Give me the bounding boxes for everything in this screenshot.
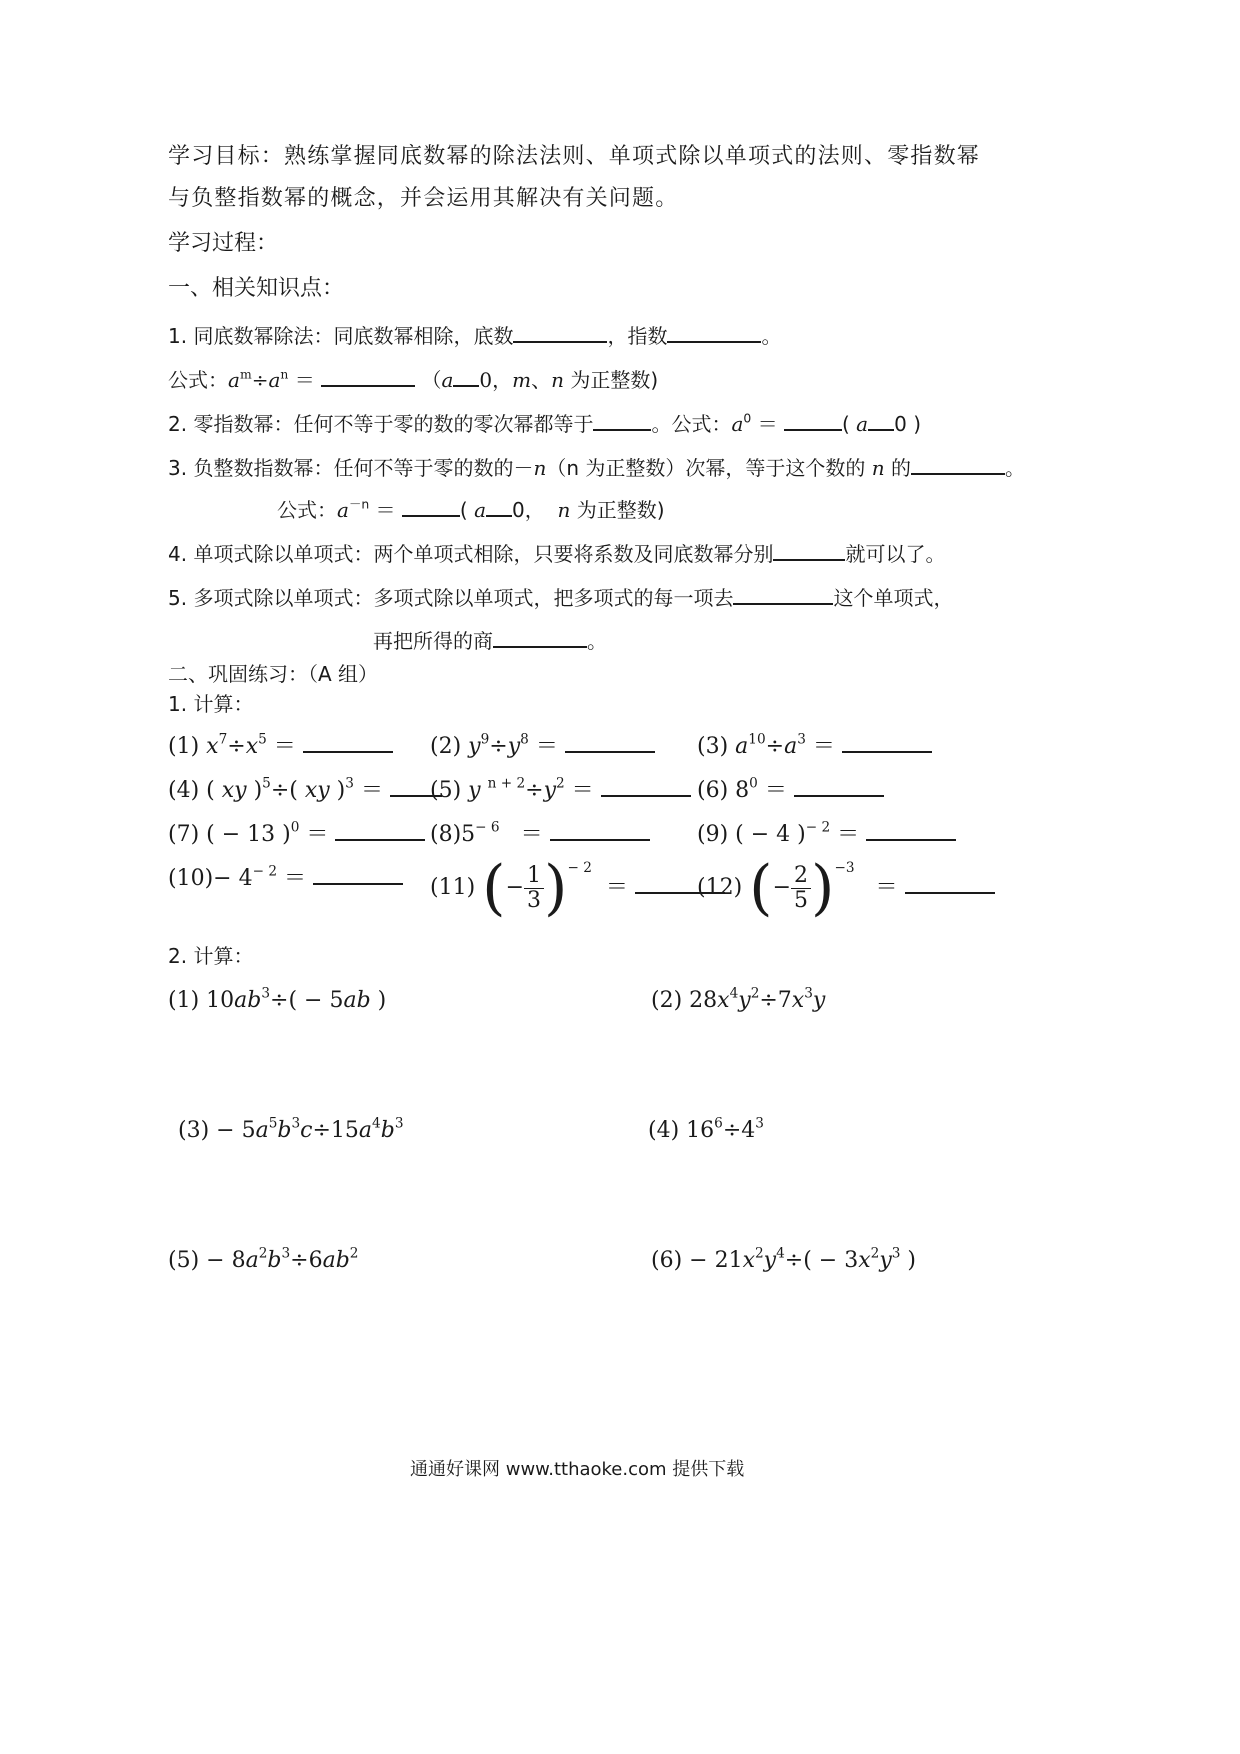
paren: ) <box>544 853 568 923</box>
lparen: （ <box>421 368 442 392</box>
answer-blank <box>550 816 650 841</box>
exercise-1: (1) $x^7\div x^5$ ＝ <box>168 728 393 760</box>
div-sign: ÷ <box>784 1248 804 1273</box>
formula-1: 公式：$a^m\div a^n = (a$ 0，m、n 为正整数) <box>168 364 658 392</box>
exercise-3: (3) $a^{10}\div a^3$ ＝ <box>697 728 932 760</box>
ex-label: (6) 8 <box>697 778 750 804</box>
exp: −3 <box>834 860 855 877</box>
paren: ) <box>811 853 835 923</box>
exp-m: m <box>239 366 252 382</box>
item-3-mid: （n 为正整数）次幂，等于这个数的 <box>546 456 866 480</box>
exp: 0 <box>290 819 300 836</box>
equals: ＝ <box>812 734 835 760</box>
paren: ( <box>749 853 773 923</box>
exp: 3 <box>797 731 806 748</box>
ex-label: (5) − 8 <box>168 1248 246 1273</box>
blank <box>868 408 894 431</box>
exp: 10 <box>748 731 766 748</box>
blank <box>513 320 607 343</box>
blank <box>486 494 512 517</box>
blank <box>321 364 415 387</box>
equals: ＝ <box>294 368 315 392</box>
var-n: n <box>557 498 571 522</box>
exercise-6 <box>697 772 884 804</box>
item-3-end: 。 <box>1005 456 1025 480</box>
blank <box>667 320 761 343</box>
exercise-4: (4) ( xy )$^5$÷( xy )$^3$ ＝ <box>168 772 442 804</box>
numerator: 2 <box>791 864 811 888</box>
equals: ＝ <box>571 778 594 804</box>
item-5b-text: 再把所得的商 <box>373 629 493 653</box>
var-n: n <box>871 456 885 480</box>
equals: ＝ <box>360 778 383 804</box>
equals: ＝ <box>764 778 787 804</box>
div-sign: ÷ <box>312 1118 331 1143</box>
problem-6: $(6) - 21x^2y^4\div( - 3x^2y^3$ ) <box>651 1245 916 1273</box>
answer-blank <box>866 816 956 841</box>
equals: ＝ <box>273 734 296 760</box>
section1-heading: 一、相关知识点： <box>168 276 345 301</box>
ex-label: (8)5 <box>430 822 476 848</box>
exercise-2: (2) $y^9\div y^8$ ＝ <box>430 728 655 760</box>
problem-4: (4) $16^6\div 4^3$ <box>648 1115 764 1143</box>
var-a: a <box>441 368 454 392</box>
item-4-text: 4. 单项式除以单项式：两个单项式相除，只要将系数及同底数幂分别 <box>168 542 774 566</box>
equals: ＝ <box>837 822 860 848</box>
footer-source: 通通好课网 www.tthaoke.com 提供下载 <box>410 1459 745 1480</box>
problem-3: $(3) - 5a^5b^3c\div 15a^4b^3$ <box>178 1115 404 1143</box>
answer-blank <box>303 728 393 753</box>
ex-label: (6) − 21 <box>651 1248 743 1273</box>
problem-5: $(5) - 8a^2b^3\div 6ab^2$ <box>168 1245 359 1273</box>
exp: 3 <box>345 775 354 792</box>
item-2-zero: 0 ) <box>894 412 921 436</box>
exp: －n <box>348 496 370 512</box>
ex-label: (10)− 4 <box>168 866 253 892</box>
exp: − 6 <box>475 819 500 836</box>
exp: n + 2 <box>487 775 526 792</box>
div-sign: ÷ <box>722 1118 742 1143</box>
item-5b-tail: 。 <box>587 629 607 653</box>
ex-label: (9) ( − 4 ) <box>697 822 806 848</box>
exp: 5 <box>262 775 271 792</box>
blank <box>493 625 587 648</box>
fraction <box>791 864 811 911</box>
blank <box>593 408 651 431</box>
objective-line-1: 学习目标：熟练掌握同底数幂的除法法则、单项式除以单项式的法则、零指数幂 <box>168 144 981 169</box>
answer-blank <box>794 772 884 797</box>
ex-label: (1) 10 <box>168 988 235 1013</box>
item-5 <box>168 582 953 610</box>
item-1-text-b: ，指数 <box>607 324 668 348</box>
formula-tail: 为正整数) <box>570 498 665 522</box>
problem-1: (1) $10ab^3\div( - 5ab$ ) <box>168 985 387 1013</box>
div-sign: ÷ <box>270 778 290 804</box>
ex-label: (3) <box>697 734 736 760</box>
div-sign: ÷ <box>290 1248 309 1273</box>
item-5-text: 5. 多项式除以单项式：多项式除以单项式，把多项式的每一项去 <box>168 586 734 610</box>
answer-blank <box>335 816 425 841</box>
var-n: n <box>551 368 564 392</box>
ex-label: (11) <box>430 875 476 900</box>
div-sign: ÷ <box>227 734 246 760</box>
ex-label: (12) <box>697 875 743 900</box>
ex-label: (2) 28 <box>651 988 718 1013</box>
numerator: 1 <box>524 864 544 888</box>
exp: − 2 <box>567 860 592 877</box>
process-heading: 学习过程： <box>168 231 279 256</box>
denominator: 5 <box>794 887 809 913</box>
exercise-9 <box>697 816 956 848</box>
div-sign: ÷ <box>525 778 544 804</box>
equals: ＝ <box>520 822 543 848</box>
var: xy <box>221 778 247 804</box>
equals: ＝ <box>757 412 778 436</box>
answer-blank <box>601 772 691 797</box>
minus: − <box>505 875 525 900</box>
answer-blank <box>565 728 655 753</box>
item-4-tail: 就可以了。 <box>845 542 946 566</box>
formula-tail: 为正整数) <box>563 368 659 392</box>
item-2: 2. 零指数幂：任何不等于零的数的零次幂都等于 。公式：$a^0$ ＝ ( a 0 ) <box>168 408 921 436</box>
equals: ＝ <box>375 498 396 522</box>
q1-label: 1. 计算： <box>168 692 254 716</box>
item-3 <box>168 452 1025 480</box>
equals: ＝ <box>306 822 329 848</box>
exp-n: n <box>280 366 289 382</box>
exp: 2 <box>556 775 565 792</box>
exercise-12 <box>697 853 995 923</box>
formula-3: 公式：$a^{-n}$ ＝ ( a 0， n 为正整数) <box>277 494 665 522</box>
paren: ( <box>482 853 506 923</box>
blank <box>784 408 842 431</box>
exp: 0 <box>749 775 758 792</box>
exercise-10 <box>168 860 403 892</box>
exp: 9 <box>480 731 490 748</box>
item-1-text-c: 。 <box>761 324 782 348</box>
sep: 、 <box>531 368 552 392</box>
ex-label: (1) <box>168 734 207 760</box>
item-3-tail: 的 <box>884 456 911 480</box>
blank <box>453 364 479 387</box>
answer-blank <box>842 728 932 753</box>
exp: − 2 <box>805 819 831 836</box>
ex-label: (4) ( <box>168 778 222 804</box>
equals: ＝ <box>284 866 307 892</box>
div-sign: ÷ <box>489 734 508 760</box>
ex-label: (4) 16 <box>648 1118 715 1143</box>
div-sign: ÷ <box>765 734 785 760</box>
denominator: 3 <box>527 887 542 913</box>
blank <box>402 494 460 517</box>
exp: 7 <box>218 731 228 748</box>
div-sign: ÷ <box>759 988 778 1013</box>
item-2-tail: 。公式： <box>651 412 732 436</box>
q2-label: 2. 计算： <box>168 944 254 968</box>
blank <box>773 538 845 561</box>
item-4 <box>168 538 945 566</box>
exp: − 2 <box>252 863 278 880</box>
zero: 0， <box>512 498 545 522</box>
fraction <box>524 864 544 911</box>
equals: ＝ <box>535 734 558 760</box>
equals: ＝ <box>605 875 628 900</box>
exercise-11 <box>430 853 725 923</box>
equals: ＝ <box>875 875 898 900</box>
exercise-5: (5) y $^{n + 2}\div y^2$ ＝ <box>430 772 691 804</box>
objective-line-2: 与负整指数幂的概念，并会运用其解决有关问题。 <box>168 186 679 211</box>
var: xy <box>304 778 330 804</box>
formula-label: 公式： <box>277 498 337 522</box>
ex-label: (5) <box>430 778 469 804</box>
item-1 <box>168 320 781 348</box>
item-5-continued <box>373 625 607 653</box>
answer-blank <box>313 860 403 885</box>
exp: 8 <box>520 731 529 748</box>
div-sign: ÷ <box>251 368 269 392</box>
var-n: n <box>533 456 547 480</box>
exercise-8 <box>430 816 650 848</box>
exp: 5 <box>258 731 267 748</box>
item-2-text: 2. 零指数幂：任何不等于零的数的零次幂都等于 <box>168 412 594 436</box>
div-sign: ÷ <box>270 988 289 1013</box>
item-3-text: 3. 负整数指数幂：任何不等于零的数的－ <box>168 456 534 480</box>
section2-heading: 二、巩固练习：（A 组） <box>168 662 379 686</box>
item-5-tail: 这个单项式， <box>833 586 954 610</box>
answer-blank <box>905 869 995 894</box>
formula-label: 公式： <box>168 368 228 392</box>
var-m: m <box>512 368 532 392</box>
exercise-7 <box>168 816 425 848</box>
ex-label: (2) <box>430 734 469 760</box>
zero: 0， <box>479 368 513 392</box>
ex-label: (7) ( − 13 ) <box>168 822 291 848</box>
problem-2: (2) $28x^4y^2\div 7x^3y$ <box>651 985 826 1013</box>
ex-label: (3) − 5 <box>178 1118 256 1143</box>
item-1-text-a: 1. 同底数幂除法：同底数幂相除，底数 <box>168 324 514 348</box>
blank <box>911 452 1005 475</box>
blank <box>733 582 833 605</box>
minus: − <box>772 875 792 900</box>
